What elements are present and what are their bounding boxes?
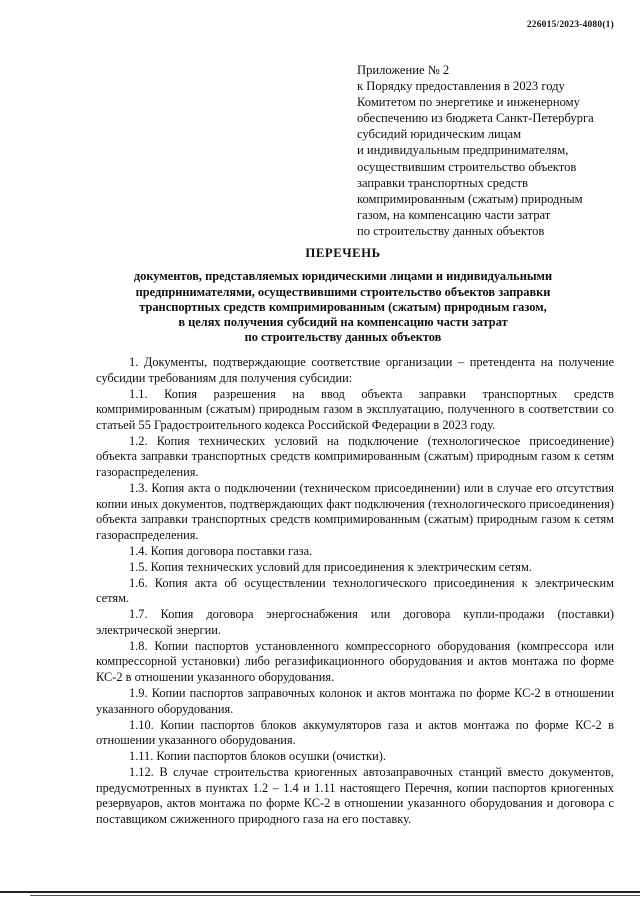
annex-line: осуществившим строительство объектов [357, 159, 577, 174]
annex-header [357, 62, 627, 239]
annex-line: и индивидуальным предпринимателям, [357, 143, 569, 158]
page-title: ПЕРЕЧЕНЬ [305, 246, 381, 260]
paragraph-1-10: 1.10. Копии паспортов блоков аккумуляторов газа и актов монтажа по форме КС-2 в отношении указанного оборудования. [96, 717, 614, 748]
paragraph-1-6: 1.6. Копия акта об осуществлении технологического присоединения к электрическим сетям. [96, 575, 614, 606]
document-title [96, 246, 590, 346]
paragraph-1-4: 1.4. Копия договора поставки газа. [129, 543, 313, 558]
paragraph-1-7: 1.7. Копия договора энергоснабжения или договора купли-продажи (поставки) электрической энергии. [96, 607, 614, 637]
subtitle-line: предпринимателями, осуществившими строительство объектов заправки [135, 284, 551, 299]
paragraph-1-8: 1.8. Копии паспортов установленного компрессорного оборудования (компрессора или компрессорной установки) либо регазификационного оборудования и актов монтажа по форме КС-2 в отношении указанного оборудования. [96, 638, 614, 684]
document-body [96, 355, 614, 828]
subtitle-line: в целях получения субсидий на компенсацию части затрат [178, 315, 508, 330]
paragraph-1-1: 1.1. Копия разрешения на ввод объекта заправки транспортных средств компримированным (сжатым) природным газом в эксплуатацию, полученного в соответствии со статьей 55 Градостроительного кодекса Российской Федерации в 2023 году. [96, 386, 614, 432]
paragraph-1: 1. Документы, подтверждающие соответствие организации – претендента на получение субсидии требованиям для получения субсидии: [96, 355, 614, 385]
annex-line: обеспечению из бюджета Санкт-Петербурга [357, 111, 594, 126]
paragraph-1-12: 1.12. В случае строительства криогенных автозаправочных станций вместо документов, предусмотренных в пунктах 1.2 – 1.4 и 1.11 настоящего Перечня, копии паспортов криогенных резервуаров, актов монтажа по форме КС-2 в отношении указанного оборудования и договора с поставщиком сжиженного природного газа на его поставку. [96, 765, 614, 826]
annex-line: субсидий юридическим лицам [357, 127, 522, 142]
subtitle-line: документов, представляемых юридическими лицами и индивидуальными [133, 269, 553, 284]
title-subtitle [96, 269, 590, 345]
annex-line: заправки транспортных средств [357, 175, 528, 190]
annex-line: Комитетом по энергетике и инженерному [357, 95, 580, 110]
paragraph-1-3: 1.3. Копия акта о подключении (техническом присоединении) или в случае его отсутствия копии иных документов, подтверждающих факт подключения (технологического присоединения) объекта заправки транспортных средств компримированным (сжатым) природным газом к сетям газораспределения. [96, 480, 614, 542]
annex-line: к Порядку предоставления в 2023 году [357, 79, 565, 94]
annex-line: компримированным (сжатым) природным [357, 191, 583, 206]
paragraph-1-5: 1.5. Копия технических условий для присоединения к электрическим сетям. [129, 559, 532, 574]
bottom-scan-border [0, 891, 640, 893]
subtitle-line: по строительству данных объектов [244, 330, 442, 345]
subtitle-line: транспортных средств компримированным (сжатым) природным газом, [139, 299, 547, 314]
paragraph-1-9: 1.9. Копии паспортов заправочных колонок и актов монтажа по форме КС-2 в отношении указанного оборудования. [96, 685, 614, 716]
paragraph-1-2: 1.2. Копия технических условий на подключение (технологическое присоединение) объекта заправки транспортных средств компримированным (сжатым) природным газом к сетям газораспределения. [96, 433, 614, 479]
bottom-scan-border-thin [30, 895, 640, 896]
annex-line: Приложение № 2 [357, 63, 450, 77]
paragraph-1-11: 1.11. Копии паспортов блоков осушки (очистки). [129, 749, 387, 764]
annex-line: по строительству данных объектов [357, 223, 545, 238]
annex-line: газом, на компенсацию части затрат [357, 207, 551, 222]
document-number: 226015/2023-4080(1) [526, 20, 614, 30]
